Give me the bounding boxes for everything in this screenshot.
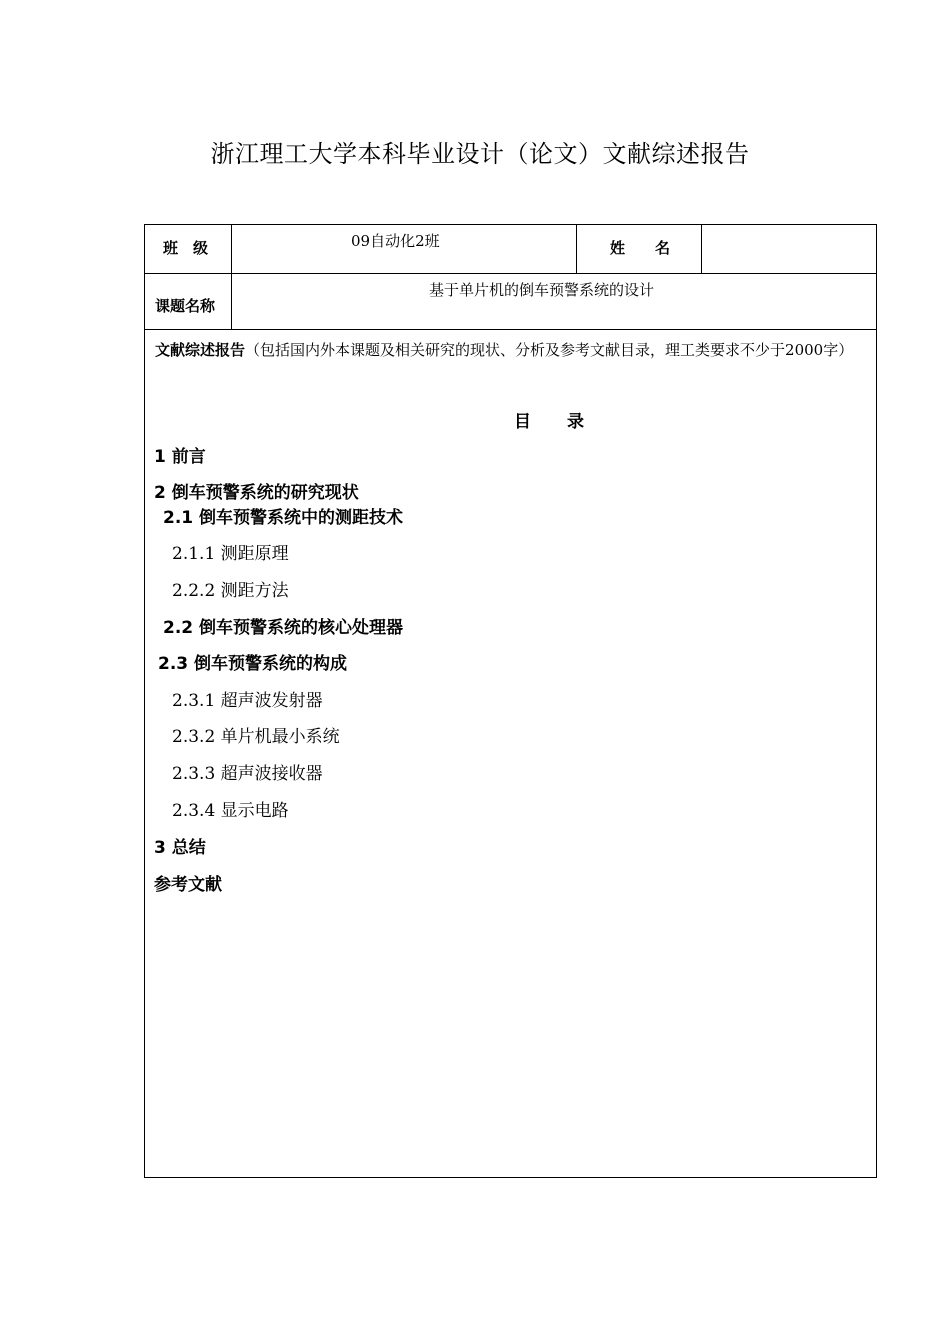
report-instructions <box>155 331 871 369</box>
column-divider-label <box>231 225 232 329</box>
toc-item: 2 倒车预警系统的研究现状 <box>154 483 359 503</box>
toc-item: 3 总结 <box>154 838 206 858</box>
document-title: 浙江理工大学本科毕业设计（论文）文献综述报告 <box>210 140 750 168</box>
toc-item: 2.3.1 超声波发射器 <box>172 691 323 711</box>
toc-item: 2.3.4 显示电路 <box>172 801 289 821</box>
toc-item: 参考文献 <box>154 875 222 895</box>
report-label: 文献综述报告 <box>155 341 246 359</box>
topic-value: 基于单片机的倒车预警系统的设计 <box>429 281 655 299</box>
toc-item: 2.3.3 超声波接收器 <box>172 764 323 784</box>
name-label: 姓 名 <box>610 239 671 257</box>
class-label: 班 级 <box>163 239 209 257</box>
report-form <box>144 224 877 1178</box>
column-divider-name <box>701 225 702 273</box>
toc-item: 2.3 倒车预警系统的构成 <box>158 654 348 674</box>
class-value: 09自动化2班 <box>351 232 440 250</box>
toc-heading: 目录 <box>514 412 620 432</box>
toc-item: 2.3.2 单片机最小系统 <box>172 727 340 747</box>
column-divider-middle <box>576 225 577 273</box>
row-divider-2 <box>145 329 876 330</box>
toc-item: 1 前言 <box>154 447 206 467</box>
toc-item: 2.1 倒车预警系统中的测距技术 <box>163 508 404 528</box>
report-note: （包括国内外本课题及相关研究的现状、分析及参考文献目录，理工类要求不少于2000字） <box>245 341 854 359</box>
toc-item: 2.1.1 测距原理 <box>172 544 289 564</box>
toc-item: 2.2 倒车预警系统的核心处理器 <box>163 618 404 638</box>
topic-label: 课题名称 <box>155 297 216 315</box>
row-divider-1 <box>145 273 876 274</box>
toc-item: 2.2.2 测距方法 <box>172 581 289 601</box>
